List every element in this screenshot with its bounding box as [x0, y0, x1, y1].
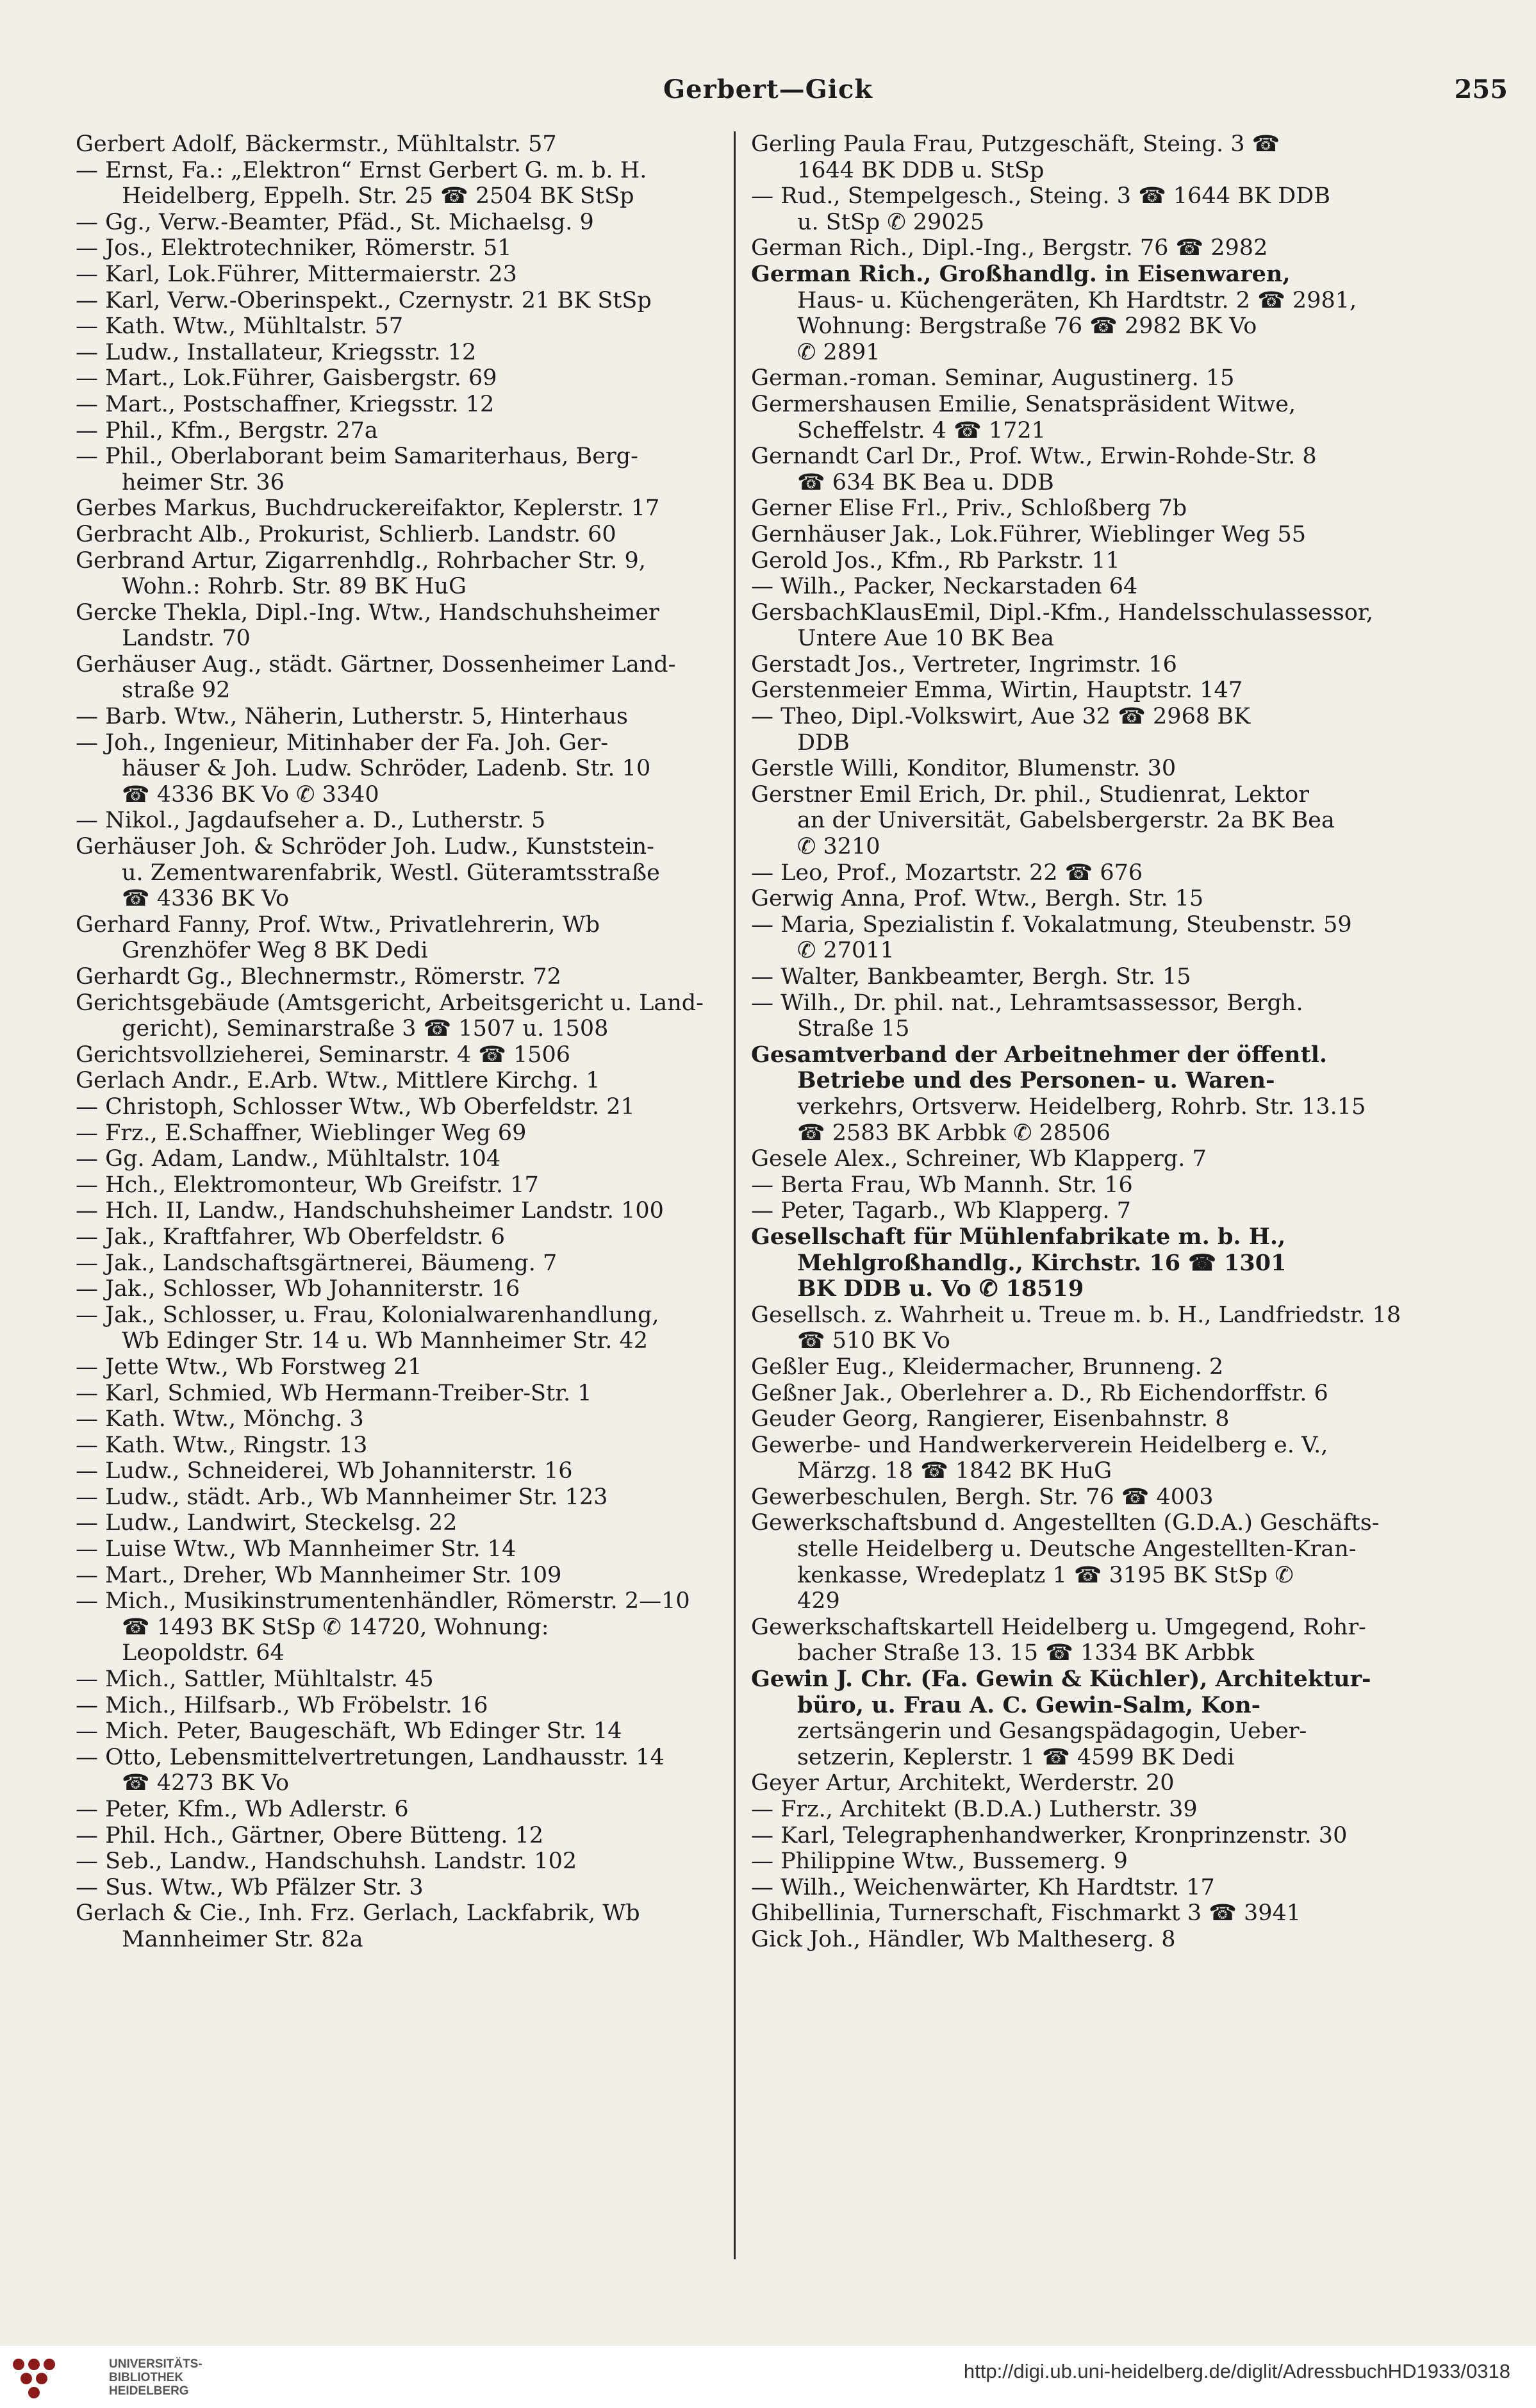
directory-entry: Gewerbeschulen, Bergh. Str. 76 ☎ 4003 — [751, 1484, 1214, 1510]
directory-entry: — Jak., Landschaftsgärtnerei, Bäumeng. 7 — [76, 1250, 557, 1276]
directory-entry: Gerbert Adolf, Bäckermstr., Mühltalstr. 57 — [76, 131, 557, 157]
directory-entry: straße 92 — [122, 677, 231, 704]
library-name — [109, 2357, 202, 2398]
directory-entry: — Jos., Elektrotechniker, Römerstr. 51 — [76, 235, 512, 262]
directory-entry: Gesele Alex., Schreiner, Wb Klapperg. 7 — [751, 1146, 1207, 1172]
directory-entry: Gerbrand Artur, Zigarrenhdlg., Rohrbacher Str. 9, — [76, 547, 646, 574]
directory-entry: — Mich., Sattler, Mühltalstr. 45 — [76, 1666, 434, 1693]
directory-entry: Gesellsch. z. Wahrheit u. Treue m. b. H., Landfriedstr. 18 — [751, 1302, 1401, 1328]
directory-entry: Geuder Georg, Rangierer, Eisenbahnstr. 8 — [751, 1406, 1230, 1432]
directory-entry: ✆ 2891 — [797, 339, 880, 365]
directory-entry: German Rich., Dipl.-Ing., Bergstr. 76 ☎ 2982 — [751, 235, 1268, 262]
directory-entry: — Jak., Kraftfahrer, Wb Oberfeldstr. 6 — [76, 1224, 506, 1250]
directory-entry: — Seb., Landw., Handschuhsh. Landstr. 102 — [76, 1848, 577, 1875]
directory-entry: ✆ 27011 — [797, 938, 895, 964]
directory-entry: Märzg. 18 ☎ 1842 BK HuG — [797, 1458, 1112, 1484]
library-name-line: HEIDELBERG — [109, 2384, 189, 2398]
directory-entry: — Jak., Schlosser, u. Frau, Kolonialwarenhandlung, — [76, 1302, 659, 1328]
directory-entry: Leopoldstr. 64 — [122, 1640, 285, 1666]
directory-entry: Gerhäuser Aug., städt. Gärtner, Dossenheimer Land- — [76, 651, 676, 677]
directory-entry: — Kath. Wtw., Mönchg. 3 — [76, 1406, 364, 1432]
directory-entry: zertsängerin und Gesangspädagogin, Ueber- — [797, 1718, 1307, 1745]
directory-entry: 429 — [797, 1588, 840, 1615]
directory-entry: — Wilh., Packer, Neckarstaden 64 — [751, 574, 1138, 600]
directory-entry: Gewerkschaftskartell Heidelberg u. Umgegend, Rohr- — [751, 1614, 1366, 1640]
directory-entry: Gerold Jos., Kfm., Rb Parkstr. 11 — [751, 547, 1120, 574]
directory-entry: — Maria, Spezialistin f. Vokalatmung, Steubenstr. 59 — [751, 911, 1352, 938]
directory-entry: setzerin, Keplerstr. 1 ☎ 4599 BK Dedi — [797, 1744, 1235, 1770]
directory-entry: — Rud., Stempelgesch., Steing. 3 ☎ 1644 BK DDB — [751, 183, 1330, 210]
directory-entry: DDB — [797, 729, 850, 756]
directory-entry: Gerwig Anna, Prof. Wtw., Bergh. Str. 15 — [751, 886, 1204, 912]
directory-entry: ☎ 1493 BK StSp ✆ 14720, Wohnung: — [122, 1614, 549, 1640]
directory-entry: Gernandt Carl Dr., Prof. Wtw., Erwin-Rohde-Str. 8 — [751, 444, 1317, 470]
directory-entry: ☎ 2583 BK Arbbk ✆ 28506 — [797, 1120, 1111, 1146]
directory-entry: — Jette Wtw., Wb Forstweg 21 — [76, 1354, 422, 1380]
directory-entry: — Hch. II, Landw., Handschuhsheimer Landstr. 100 — [76, 1198, 664, 1224]
column-divider — [734, 131, 736, 2259]
directory-entry: German.-roman. Seminar, Augustinerg. 15 — [751, 365, 1235, 392]
directory-entry: heimer Str. 36 — [122, 469, 285, 495]
directory-entry: Gerling Paula Frau, Putzgeschäft, Steing. 3 ☎ — [751, 131, 1280, 157]
directory-entry: — Jak., Schlosser, Wb Johanniterstr. 16 — [76, 1276, 520, 1302]
directory-entry: kenkasse, Wredeplatz 1 ☎ 3195 BK StSp ✆ — [797, 1562, 1294, 1588]
viewer-footer — [0, 2346, 1536, 2408]
directory-entry: Gewerkschaftsbund d. Angestellten (G.D.A.) Geschäfts- — [751, 1510, 1380, 1536]
directory-entry: — Otto, Lebensmittelvertretungen, Landhausstr. 14 — [76, 1744, 665, 1770]
directory-entry: Gesamtverband der Arbeitnehmer der öffentl. — [751, 1042, 1328, 1068]
directory-entry: Germershausen Emilie, Senatspräsident Witwe, — [751, 391, 1296, 417]
directory-entry: BK DDB u. Vo ✆ 18519 — [797, 1276, 1084, 1302]
directory-entry: ☎ 4336 BK Vo ✆ 3340 — [122, 781, 379, 808]
directory-entry: Gercke Thekla, Dipl.-Ing. Wtw., Handschuhsheimer — [76, 599, 659, 626]
directory-entry: gericht), Seminarstraße 3 ☎ 1507 u. 1508 — [122, 1016, 609, 1042]
directory-entry: — Mich., Hilfsarb., Wb Fröbelstr. 16 — [76, 1692, 488, 1718]
directory-entry: — Ludw., Landwirt, Steckelsg. 22 — [76, 1510, 458, 1536]
directory-entry: Gerbes Markus, Buchdruckereifaktor, Keplerstr. 17 — [76, 495, 660, 522]
directory-entry: — Ernst, Fa.: „Elektron“ Ernst Gerbert G. m. b. H. — [76, 157, 647, 183]
directory-entry: GersbachKlausEmil, Dipl.-Kfm., Handelsschulassessor, — [751, 599, 1373, 626]
directory-entry: Grenzhöfer Weg 8 BK Dedi — [122, 938, 428, 964]
directory-entry: — Peter, Tagarb., Wb Klapperg. 7 — [751, 1198, 1131, 1224]
directory-entry: — Hch., Elektromonteur, Wb Greifstr. 17 — [76, 1172, 539, 1198]
directory-entry: büro, u. Frau A. C. Gewin-Salm, Kon- — [797, 1692, 1261, 1718]
directory-entry: — Theo, Dipl.-Volkswirt, Aue 32 ☎ 2968 BK — [751, 704, 1251, 730]
directory-entry: — Leo, Prof., Mozartstr. 22 ☎ 676 — [751, 859, 1143, 886]
directory-entry: German Rich., Großhandlg. in Eisenwaren, — [751, 261, 1291, 287]
directory-entry: Haus- u. Küchengeräten, Kh Hardtstr. 2 ☎ 2981, — [797, 287, 1357, 313]
directory-entry: Mehlgroßhandlg., Kirchstr. 16 ☎ 1301 — [797, 1250, 1287, 1276]
directory-entry: — Frz., E.Schaffner, Wieblinger Weg 69 — [76, 1120, 527, 1146]
directory-entry: ✆ 3210 — [797, 834, 880, 860]
directory-entry: — Phil., Oberlaborant beim Samariterhaus, Berg- — [76, 444, 638, 470]
directory-entry: Gick Joh., Händler, Wb Maltheserg. 8 — [751, 1926, 1176, 1952]
directory-entry: verkehrs, Ortsverw. Heidelberg, Rohrb. Str. 13.15 — [797, 1093, 1366, 1120]
directory-entry: u. StSp ✆ 29025 — [797, 209, 985, 235]
directory-entry: 1644 BK DDB u. StSp — [797, 157, 1045, 183]
library-logo-icon — [6, 2352, 103, 2401]
directory-entry: — Mart., Postschaffner, Kriegsstr. 12 — [76, 391, 495, 417]
directory-entry: u. Zementwarenfabrik, Westl. Güteramtsstraße — [122, 859, 660, 886]
directory-entry: Ghibellinia, Turnerschaft, Fischmarkt 3 ☎ 3941 — [751, 1900, 1301, 1927]
directory-entry: ☎ 4273 BK Vo — [122, 1770, 290, 1797]
directory-entry: Gerhäuser Joh. & Schröder Joh. Ludw., Kunststein- — [76, 834, 655, 860]
left-column — [76, 131, 771, 1953]
directory-entry: Wohnung: Bergstraße 76 ☎ 2982 BK Vo — [797, 313, 1257, 340]
directory-entry: Landstr. 70 — [122, 626, 251, 652]
directory-entry: Untere Aue 10 BK Bea — [797, 626, 1054, 652]
directory-entry: Gerner Elise Frl., Priv., Schloßberg 7b — [751, 495, 1187, 522]
directory-entry: bacher Straße 13. 15 ☎ 1334 BK Arbbk — [797, 1640, 1255, 1666]
directory-entry: — Karl, Lok.Führer, Mittermaierstr. 23 — [76, 261, 517, 287]
directory-entry: Gerstle Willi, Konditor, Blumenstr. 30 — [751, 756, 1177, 782]
directory-entry: — Gg., Verw.-Beamter, Pfäd., St. Michaelsg. 9 — [76, 209, 594, 235]
directory-entry: Gerhard Fanny, Prof. Wtw., Privatlehrerin, Wb — [76, 911, 600, 938]
directory-entry: — Barb. Wtw., Näherin, Lutherstr. 5, Hinterhaus — [76, 704, 628, 730]
directory-entry: — Kath. Wtw., Mühltalstr. 57 — [76, 313, 404, 340]
directory-entry: — Mich. Peter, Baugeschäft, Wb Edinger Str. 14 — [76, 1718, 622, 1745]
directory-entry: — Karl, Verw.-Oberinspekt., Czernystr. 21 BK StSp — [76, 287, 652, 313]
directory-entry: — Frz., Architekt (B.D.A.) Lutherstr. 39 — [751, 1797, 1198, 1822]
directory-entry: — Luise Wtw., Wb Mannheimer Str. 14 — [76, 1536, 516, 1563]
directory-entry: Gerichtsgebäude (Amtsgericht, Arbeitsgericht u. Land- — [76, 990, 704, 1016]
directory-entry: Wb Edinger Str. 14 u. Wb Mannheimer Str. 42 — [122, 1328, 648, 1354]
directory-entry: Betriebe und des Personen- u. Waren- — [797, 1068, 1275, 1094]
directory-entry: — Kath. Wtw., Ringstr. 13 — [76, 1432, 368, 1458]
directory-entry: häuser & Joh. Ludw. Schröder, Ladenb. Str. 10 — [122, 756, 651, 782]
directory-entry: — Joh., Ingenieur, Mitinhaber der Fa. Joh. Ger- — [76, 729, 609, 756]
directory-entry: Gerbracht Alb., Prokurist, Schlierb. Landstr. 60 — [76, 521, 616, 547]
directory-entry: Gerhardt Gg., Blechnermstr., Römerstr. 72 — [76, 964, 561, 990]
directory-entry: Gewerbe- und Handwerkerverein Heidelberg e. V., — [751, 1432, 1328, 1458]
directory-entry: — Berta Frau, Wb Mannh. Str. 16 — [751, 1172, 1133, 1198]
directory-entry: Gerstner Emil Erich, Dr. phil., Studienrat, Lektor — [751, 781, 1309, 808]
directory-entry: Mannheimer Str. 82a — [122, 1926, 363, 1952]
directory-entry: — Mart., Lok.Führer, Gaisbergstr. 69 — [76, 365, 497, 392]
directory-entry: Gernhäuser Jak., Lok.Führer, Wieblinger Weg 55 — [751, 521, 1306, 547]
directory-entry: ☎ 510 BK Vo — [797, 1328, 950, 1354]
page-title: Gerbert—Gick — [663, 74, 873, 104]
directory-entry: Gerlach & Cie., Inh. Frz. Gerlach, Lackfabrik, Wb — [76, 1900, 640, 1927]
directory-entry: — Ludw., Schneiderei, Wb Johanniterstr. 16 — [76, 1458, 573, 1484]
directory-entry: — Wilh., Dr. phil. nat., Lehramtsassessor, Bergh. — [751, 990, 1303, 1016]
directory-entry: Heidelberg, Eppelh. Str. 25 ☎ 2504 BK StSp — [122, 183, 634, 210]
directory-entry: Gerstenmeier Emma, Wirtin, Hauptstr. 147 — [751, 677, 1243, 704]
directory-entry: — Peter, Kfm., Wb Adlerstr. 6 — [76, 1797, 409, 1822]
page-number: 255 — [1454, 74, 1508, 104]
directory-entry: — Phil. Hch., Gärtner, Obere Bütteng. 12 — [76, 1822, 544, 1848]
directory-entry: Straße 15 — [797, 1016, 910, 1042]
directory-entry: Gerichtsvollzieherei, Seminarstr. 4 ☎ 1506 — [76, 1042, 571, 1068]
directory-entry: — Ludw., städt. Arb., Wb Mannheimer Str. 123 — [76, 1484, 608, 1510]
directory-entry: Gesellschaft für Mühlenfabrikate m. b. H., — [751, 1224, 1286, 1250]
library-name-line: BIBLIOTHEK — [109, 2371, 184, 2384]
directory-entry: an der Universität, Gabelsbergerstr. 2a BK Bea — [797, 808, 1335, 834]
directory-entry: Geyer Artur, Architekt, Werderstr. 20 — [751, 1770, 1175, 1797]
directory-entry: — Mich., Musikinstrumentenhändler, Römerstr. 2—10 — [76, 1588, 690, 1615]
directory-entry: — Walter, Bankbeamter, Bergh. Str. 15 — [751, 964, 1191, 990]
library-name-line: UNIVERSITÄTS- — [109, 2357, 202, 2371]
directory-entry: ☎ 634 BK Bea u. DDB — [797, 469, 1054, 495]
directory-entry: Geßler Eug., Kleidermacher, Brunneng. 2 — [751, 1354, 1224, 1380]
directory-entry: — Wilh., Weichenwärter, Kh Hardtstr. 17 — [751, 1874, 1215, 1900]
directory-entry: Gerstadt Jos., Vertreter, Ingrimstr. 16 — [751, 651, 1177, 677]
directory-entry: — Philippine Wtw., Bussemerg. 9 — [751, 1848, 1128, 1875]
directory-entry: Wohn.: Rohrb. Str. 89 BK HuG — [122, 574, 467, 600]
directory-entry: stelle Heidelberg u. Deutsche Angestellten-Kran- — [797, 1536, 1357, 1563]
directory-entry: Gewin J. Chr. (Fa. Gewin & Küchler), Architektur- — [751, 1666, 1371, 1693]
right-column — [751, 131, 1445, 1953]
directory-entry: Gerlach Andr., E.Arb. Wtw., Mittlere Kirchg. 1 — [76, 1068, 600, 1094]
directory-entry: Geßner Jak., Oberlehrer a. D., Rb Eichendorffstr. 6 — [751, 1380, 1328, 1406]
directory-entry: — Sus. Wtw., Wb Pfälzer Str. 3 — [76, 1874, 424, 1900]
directory-entry: — Mart., Dreher, Wb Mannheimer Str. 109 — [76, 1562, 562, 1588]
directory-entry: — Nikol., Jagdaufseher a. D., Lutherstr. 5 — [76, 808, 546, 834]
directory-entry: — Ludw., Installateur, Kriegsstr. 12 — [76, 339, 477, 365]
directory-entry: — Christoph, Schlosser Wtw., Wb Oberfeldstr. 21 — [76, 1093, 635, 1120]
source-url-link[interactable]: http://digi.ub.uni-heidelberg.de/diglit/AdressbuchHD1933/0318 — [963, 2360, 1510, 2382]
directory-entry: — Gg. Adam, Landw., Mühltalstr. 104 — [76, 1146, 501, 1172]
directory-entry: ☎ 4336 BK Vo — [122, 886, 290, 912]
directory-entry: Scheffelstr. 4 ☎ 1721 — [797, 417, 1046, 444]
directory-entry: — Karl, Schmied, Wb Hermann-Treiber-Str. 1 — [76, 1380, 592, 1406]
directory-entry: — Karl, Telegraphenhandwerker, Kronprinzenstr. 30 — [751, 1822, 1348, 1848]
page-header — [26, 69, 1510, 114]
directory-entry: — Phil., Kfm., Bergstr. 27a — [76, 417, 378, 444]
